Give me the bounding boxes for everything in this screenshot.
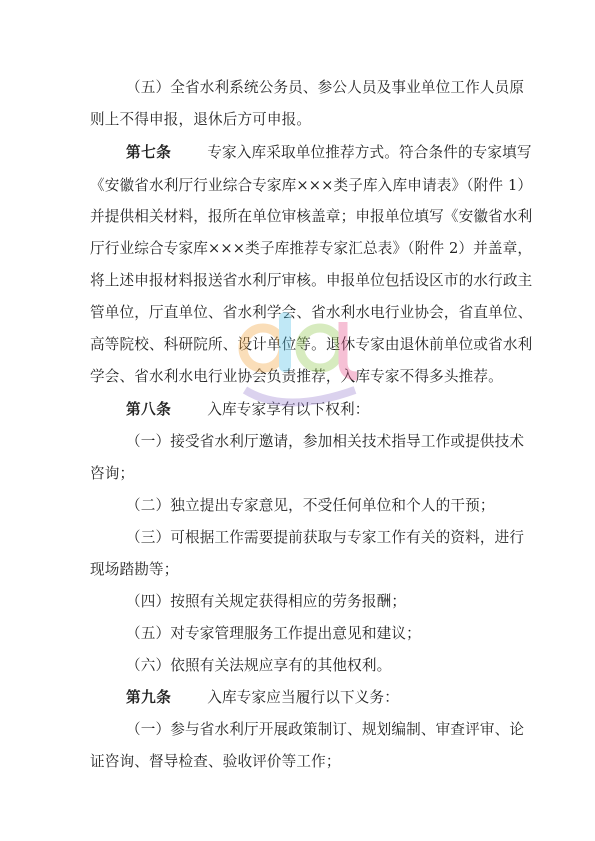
- article-7-text: 专家入库采取单位推荐方式。符合条件的专家填写: [207, 144, 532, 161]
- article-9-text: 入库专家应当履行以下义务：: [207, 689, 399, 706]
- article-9-item-1-line-1: （一）参与省水利厅开展政策制订、规划编制、审查评审、论: [126, 721, 525, 738]
- article-7-line-5: 将上述申报材料报送省水利厅审核。申报单位包括设区市的水行政主: [90, 272, 533, 289]
- article-9-label: 第九条: [126, 689, 172, 706]
- article-7-line-2: 《安徽省水利厅行业综合专家库×××类子库入库申请表》（附件 1）: [90, 177, 533, 194]
- article-7-line-8: 学会、省水利水电行业协会负责推荐，入库专家不得多头推荐。: [90, 368, 503, 385]
- article-8-label: 第八条: [126, 401, 172, 418]
- article-9-line-1: [126, 688, 399, 708]
- article-7-line-1: [126, 143, 532, 163]
- article-7-line-6: 管单位，厅直单位、省水利学会、省水利水电行业协会，省直单位、: [90, 304, 533, 321]
- article-7-line-7: 高等院校、科研院所、设计单位等。退休专家由退休前单位或省水利: [90, 336, 533, 353]
- article-7-line-4: 厅行业综合专家库×××类子库推荐专家汇总表》（附件 2）并盖章，: [90, 240, 533, 257]
- article-8-item-1-line-2: 咨询；: [90, 465, 135, 482]
- article-9-item-1-line-2: 证咨询、督导检查、验收评价等工作；: [90, 753, 341, 770]
- article-8-item-5: （五）对专家管理服务工作提出意见和建议；: [126, 625, 421, 642]
- item-5-line-2: 则上不得申报，退休后方可申报。: [90, 111, 312, 128]
- article-8-item-3-line-1: （三）可根据工作需要提前获取与专家工作有关的资料，进行: [126, 529, 525, 546]
- article-8-item-4: （四）按照有关规定获得相应的劳务报酬；: [126, 593, 407, 610]
- article-8-item-3-line-2: 现场踏勘等；: [90, 561, 179, 578]
- watermark-logo: [225, 270, 375, 430]
- article-7-line-3: 并提供相关材料，报所在单位审核盖章；申报单位填写《安徽省水利: [90, 208, 533, 225]
- article-7-label: 第七条: [126, 144, 172, 161]
- article-8-item-2: （二）独立提出专家意见，不受任何单位和个人的干预；: [126, 497, 495, 514]
- item-5-line-1: （五）全省水利系统公务员、参公人员及事业单位工作人员原: [126, 79, 525, 96]
- article-8-item-1-line-1: （一）接受省水利厅邀请，参加相关技术指导工作或提供技术: [126, 433, 525, 450]
- article-8-item-6: （六）依照有关法规应享有的其他权利。: [126, 657, 392, 674]
- article-8-text: 入库专家享有以下权利：: [207, 401, 370, 418]
